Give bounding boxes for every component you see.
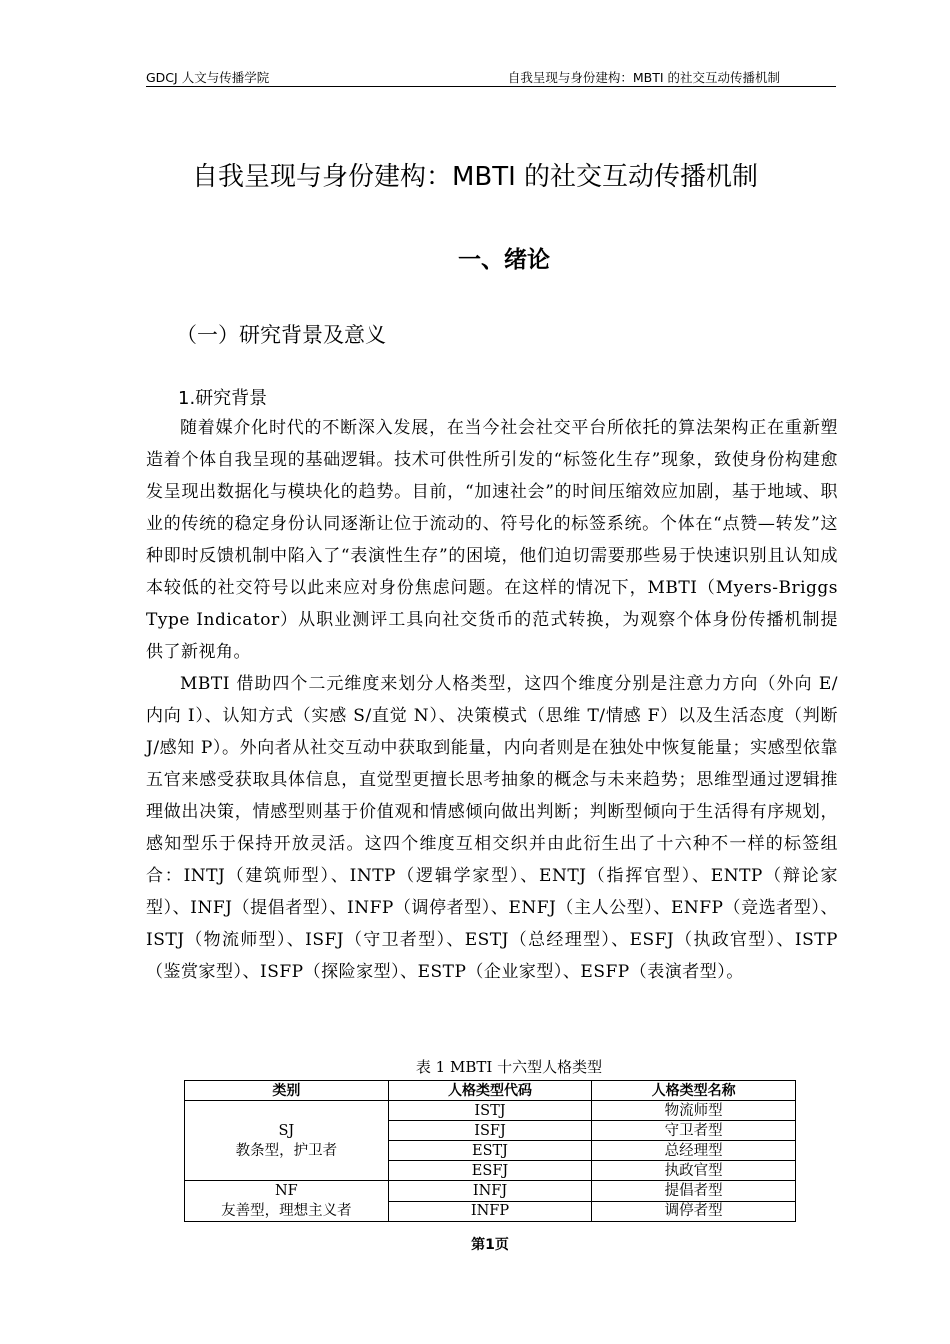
- type-name-cell: 总经理型: [592, 1141, 796, 1161]
- type-name-cell: 提倡者型: [592, 1181, 796, 1202]
- category-desc: 友善型，理想主义者: [221, 1203, 352, 1219]
- category-code: SJ: [278, 1122, 295, 1139]
- header-right-text: 自我呈现与身份建构：MBTI 的社交互动传播机制: [507, 70, 780, 85]
- mbti-type-table: [184, 1080, 796, 1222]
- type-code-cell: INFP: [388, 1201, 592, 1222]
- table-caption: 表 1 MBTI 十六型人格类型: [415, 1058, 603, 1076]
- section-heading: 一、绪论: [458, 247, 550, 273]
- type-code-cell: ESFJ: [388, 1161, 592, 1181]
- header-left-text: GDCJ 人文与传播学院: [146, 70, 270, 85]
- category-desc: 教条型，护卫者: [235, 1142, 338, 1159]
- type-code-cell: ESTJ: [388, 1141, 592, 1161]
- type-name-cell: 守卫者型: [592, 1121, 796, 1141]
- category-code: NF: [274, 1183, 298, 1199]
- table-row: [185, 1101, 796, 1121]
- column-header: 人格类型名称: [592, 1081, 796, 1101]
- document-title: 自我呈现与身份建构：MBTI 的社交互动传播机制: [191, 162, 759, 192]
- type-code-cell: ISFJ: [388, 1121, 592, 1141]
- category-cell: [185, 1181, 389, 1222]
- table-header-row: [185, 1081, 796, 1101]
- type-name-cell: 执政官型: [592, 1161, 796, 1181]
- column-header: 类别: [185, 1081, 389, 1101]
- body-paragraph: 随着媒介化时代的不断深入发展，在当今社会社交平台所依托的算法架构正在重新塑造着个体自我呈现的基础逻辑。技术可供性所引发的“标签化生存”现象，致使身份构建愈发呈现出数据化与模块化的趋势。目前，“加速社会”的时间压缩效应加剧，基于地域、职业的传统的稳定身份认同逐渐让位于流动的、符号化的标签系统。个体在“点赞—转发”这种即时反馈机制中陷入了“表演性生存”的困境，他们迫切需要那些易于快速识别且认知成本较低的社交符号以此来应对身份焦虑问题。在这样的情况下，MBTI（Myers-Briggs Type Indicator）从职业测评工具向社交货币的范式转换，为观察个体身份传播机制提供了新视角。: [146, 418, 838, 662]
- type-code-cell: INFJ: [388, 1181, 592, 1202]
- page-number: 第1页: [471, 1237, 509, 1253]
- subsubsection-heading: 1.研究背景: [178, 388, 268, 409]
- category-cell: [185, 1101, 389, 1181]
- table-row: [185, 1181, 796, 1202]
- type-name-cell: 物流师型: [592, 1101, 796, 1121]
- type-code-cell: ISTJ: [388, 1101, 592, 1121]
- page-header: [146, 66, 836, 87]
- body-paragraph: MBTI 借助四个二元维度来划分人格类型，这四个维度分别是注意力方向（外向 E/内向 I）、认知方式（实感 S/直觉 N）、决策模式（思维 T/情感 F）以及生活态度（判断 J/感知 P）。外向者从社交互动中获取到能量，内向者则是在独处中恢复能量；实感型依靠五官来感受获取具体信息，直觉型更擅长思考抽象的概念与未来趋势；思维型通过逻辑推理做出决策，情感型则基于价值观和情感倾向做出判断；判断型倾向于生活得有序规划，感知型乐于保持开放灵活。这四个维度互相交织并由此衍生出了十六种不一样的标签组合：INTJ（建筑师型）、INTP（逻辑学家型）、ENTJ（指挥官型）、ENTP（辩论家型）、INFJ（提倡者型）、INFP（调停者型）、ENFJ（主人公型）、ENFP（竞选者型）、ISTJ（物流师型）、ISFJ（守卫者型）、ESTJ（总经理型）、ESFJ（执政官型）、ISTP（鉴赏家型）、ISFP（探险家型）、ESTP（企业家型）、ESFP（表演者型）。: [146, 674, 838, 982]
- type-name-cell: 调停者型: [592, 1201, 796, 1222]
- column-header: 人格类型代码: [388, 1081, 592, 1101]
- subsection-heading: （一）研究背景及意义: [176, 323, 386, 347]
